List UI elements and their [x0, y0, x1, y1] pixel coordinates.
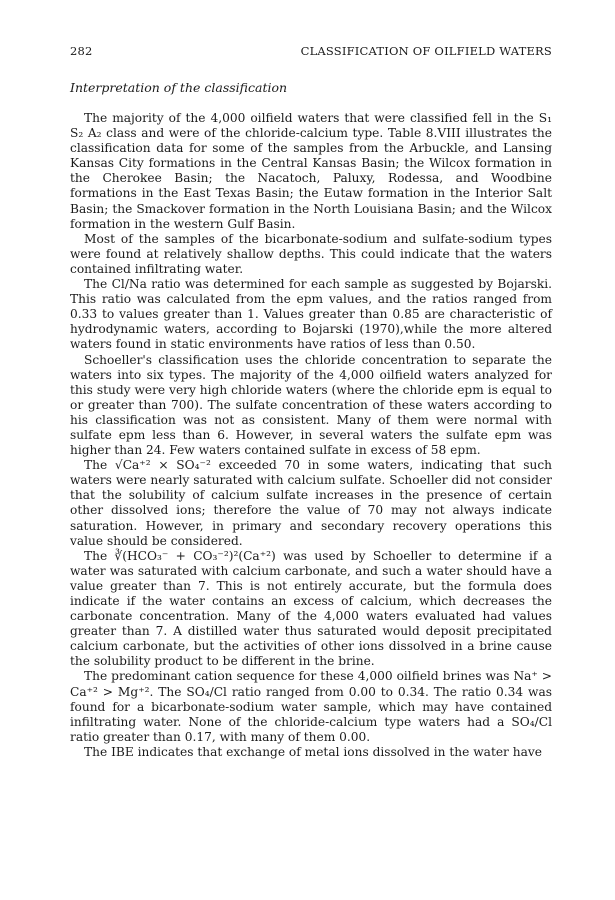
section-heading: Interpretation of the classification [70, 80, 288, 95]
paragraph-4: Schoeller's classification uses the chloride concentration to separate the waters into six types. The majority of the 4,000 oilfield waters analyzed for this study were very high chloride waters (where the chloride epm is equal to or greater than 700). The sulfate concentration of these waters according to his classification was not as consistent. Many of them were normal with sulfate epm less than 6. However, in several waters the sulfate epm was higher than 24. Few waters contained sulfate in excess of 58 epm. [70, 352, 552, 458]
paragraph-3: The Cl/Na ratio was determined for each sample as suggested by Bojarski. This ratio was calculated from the epm values, and the ratios ranged from 0.33 to values greater than 1. Values greater than 0.85 are characteristic of hydrodynamic waters, according to Bojarski (1970),while the more altered waters found in static environments have ratios of less than 0.50. [70, 277, 552, 352]
paragraph-2: Most of the samples of the bicarbonate-sodium and sulfate-sodium types were found at relatively shallow depths. This could indicate that the waters contained infiltrating water. [70, 231, 552, 276]
paragraph-6: The ∛(HCO₃⁻ + CO₃⁻²)²(Ca⁺²) was used by Schoeller to determine if a water was saturated with calcium carbonate, and such a water should have a value greater than 7. This is not entirely accurate, but the formula does indicate if the water contains an excess of calcium, which decreases the carbonate concentration. Many of the 4,000 waters evaluated had values greater than 7. A distilled water thus saturated would deposit precipitated calcium carbonate, but the activities of other ions dissolved in a brine cause the solubility product to be different in the brine. [70, 548, 552, 669]
paragraph-1: The majority of the 4,000 oilfield waters that were classified fell in the S₁ S₂ A₂ class and were of the chloride-calcium type. Table 8.VIII illustrates the classification data for some of the samples from the Arbuckle, and Lansing Kansas City formations in the Central Kansas Basin; the Wilcox formation in the Cherokee Basin; the Nacatoch, Paluxy, Rodessa, and Woodbine formations in the East Texas Basin; the Eutaw formation in the Interior Salt Basin; the Smackover formation in the North Louisiana Basin; and the Wilcox formation in the western Gulf Basin. [70, 111, 552, 231]
paragraph-8: The IBE indicates that exchange of metal ions dissolved in the water have [84, 744, 542, 759]
paragraph-7: The predominant cation sequence for these 4,000 oilfield brines was Na⁺ > Ca⁺² > Mg⁺². The SO₄/Cl ratio ranged from 0.00 to 0.34. The ratio 0.34 was found for a bicarbonate-sodium water sample, which may have contained infiltrating water. None of the chloride-calcium type waters had a SO₄/Cl ratio greater than 0.17, with many of them 0.00. [70, 669, 552, 744]
page-number: 282 [70, 44, 93, 58]
paragraph-5: The √Ca⁺² × SO₄⁻² exceeded 70 in some waters, indicating that such waters were nearly saturated with calcium sulfate. Schoeller did not consider that the solubility of calcium sulfate increases in the presence of certain other dissolved ions; therefore the value of 70 may not always indicate saturation. However, in primary and secondary recovery operations this value should be considered. [70, 458, 552, 548]
running-title: CLASSIFICATION OF OILFIELD WATERS [300, 44, 552, 58]
body-text [70, 111, 552, 760]
